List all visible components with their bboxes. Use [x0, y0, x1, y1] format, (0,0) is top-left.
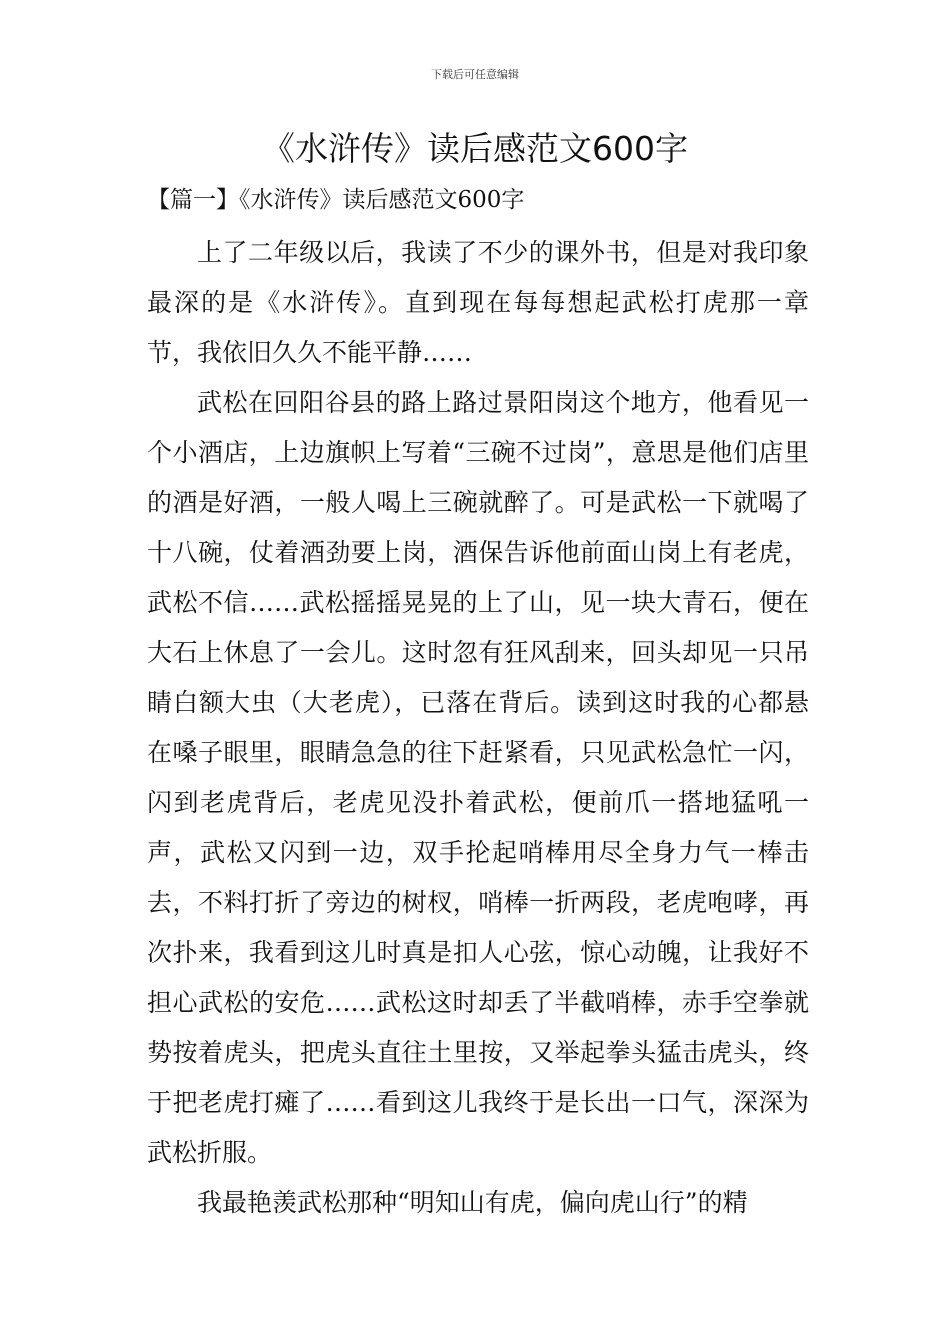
document-body	[147, 228, 809, 1228]
document-title: 《水浒传》读后感范文600字	[262, 129, 688, 168]
paragraph-2: 武松在回阳谷县的路上路过景阳岗这个地方，他看见一个小酒店，上边旗帜上写着“三碗不过岗”，意思是他们店里的酒是好酒，一般人喝上三碗就醉了。可是武松一下就喝了十八碗，仗着酒劲要上岗，酒保告诉他前面山岗上有老虎，武松不信……武松摇摇晃晃的上了山，见一块大青石，便在大石上休息了一会儿。这时忽有狂风刮来，回头却见一只吊睛白额大虫（大老虎），已落在背后。读到这时我的心都悬在嗓子眼里，眼睛急急的往下赶紧看，只见武松急忙一闪，闪到老虎背后，老虎见没扑着武松，便前爪一搭地猛吼一声，武松又闪到一边，双手抡起哨棒用尽全身力气一棒击去，不料打折了旁边的树杈，哨棒一折两段，老虎咆哮，再次扑来，我看到这儿时真是扣人心弦，惊心动魄，让我好不担心武松的安危……武松这时却丢了半截哨棒，赤手空拳就势按着虎头，把虎头直往土里按，又举起拳头猛击虎头，终于把老虎打瘫了……看到这儿我终于是长出一口气，深深为武松折服。	[147, 388, 809, 1167]
section-heading: 【篇一】《水浒传》读后感范文600字	[147, 187, 525, 213]
paragraph-3: 我最艳羡武松那种“明知山有虎，偏向虎山行”的精	[197, 1188, 748, 1217]
paragraph-1: 上了二年级以后，我读了不少的课外书，但是对我印象最深的是《水浒传》。直到现在每每想起武松打虎那一章节，我依旧久久不能平静……	[147, 238, 809, 367]
header-note: 下载后可任意编辑	[431, 68, 519, 81]
